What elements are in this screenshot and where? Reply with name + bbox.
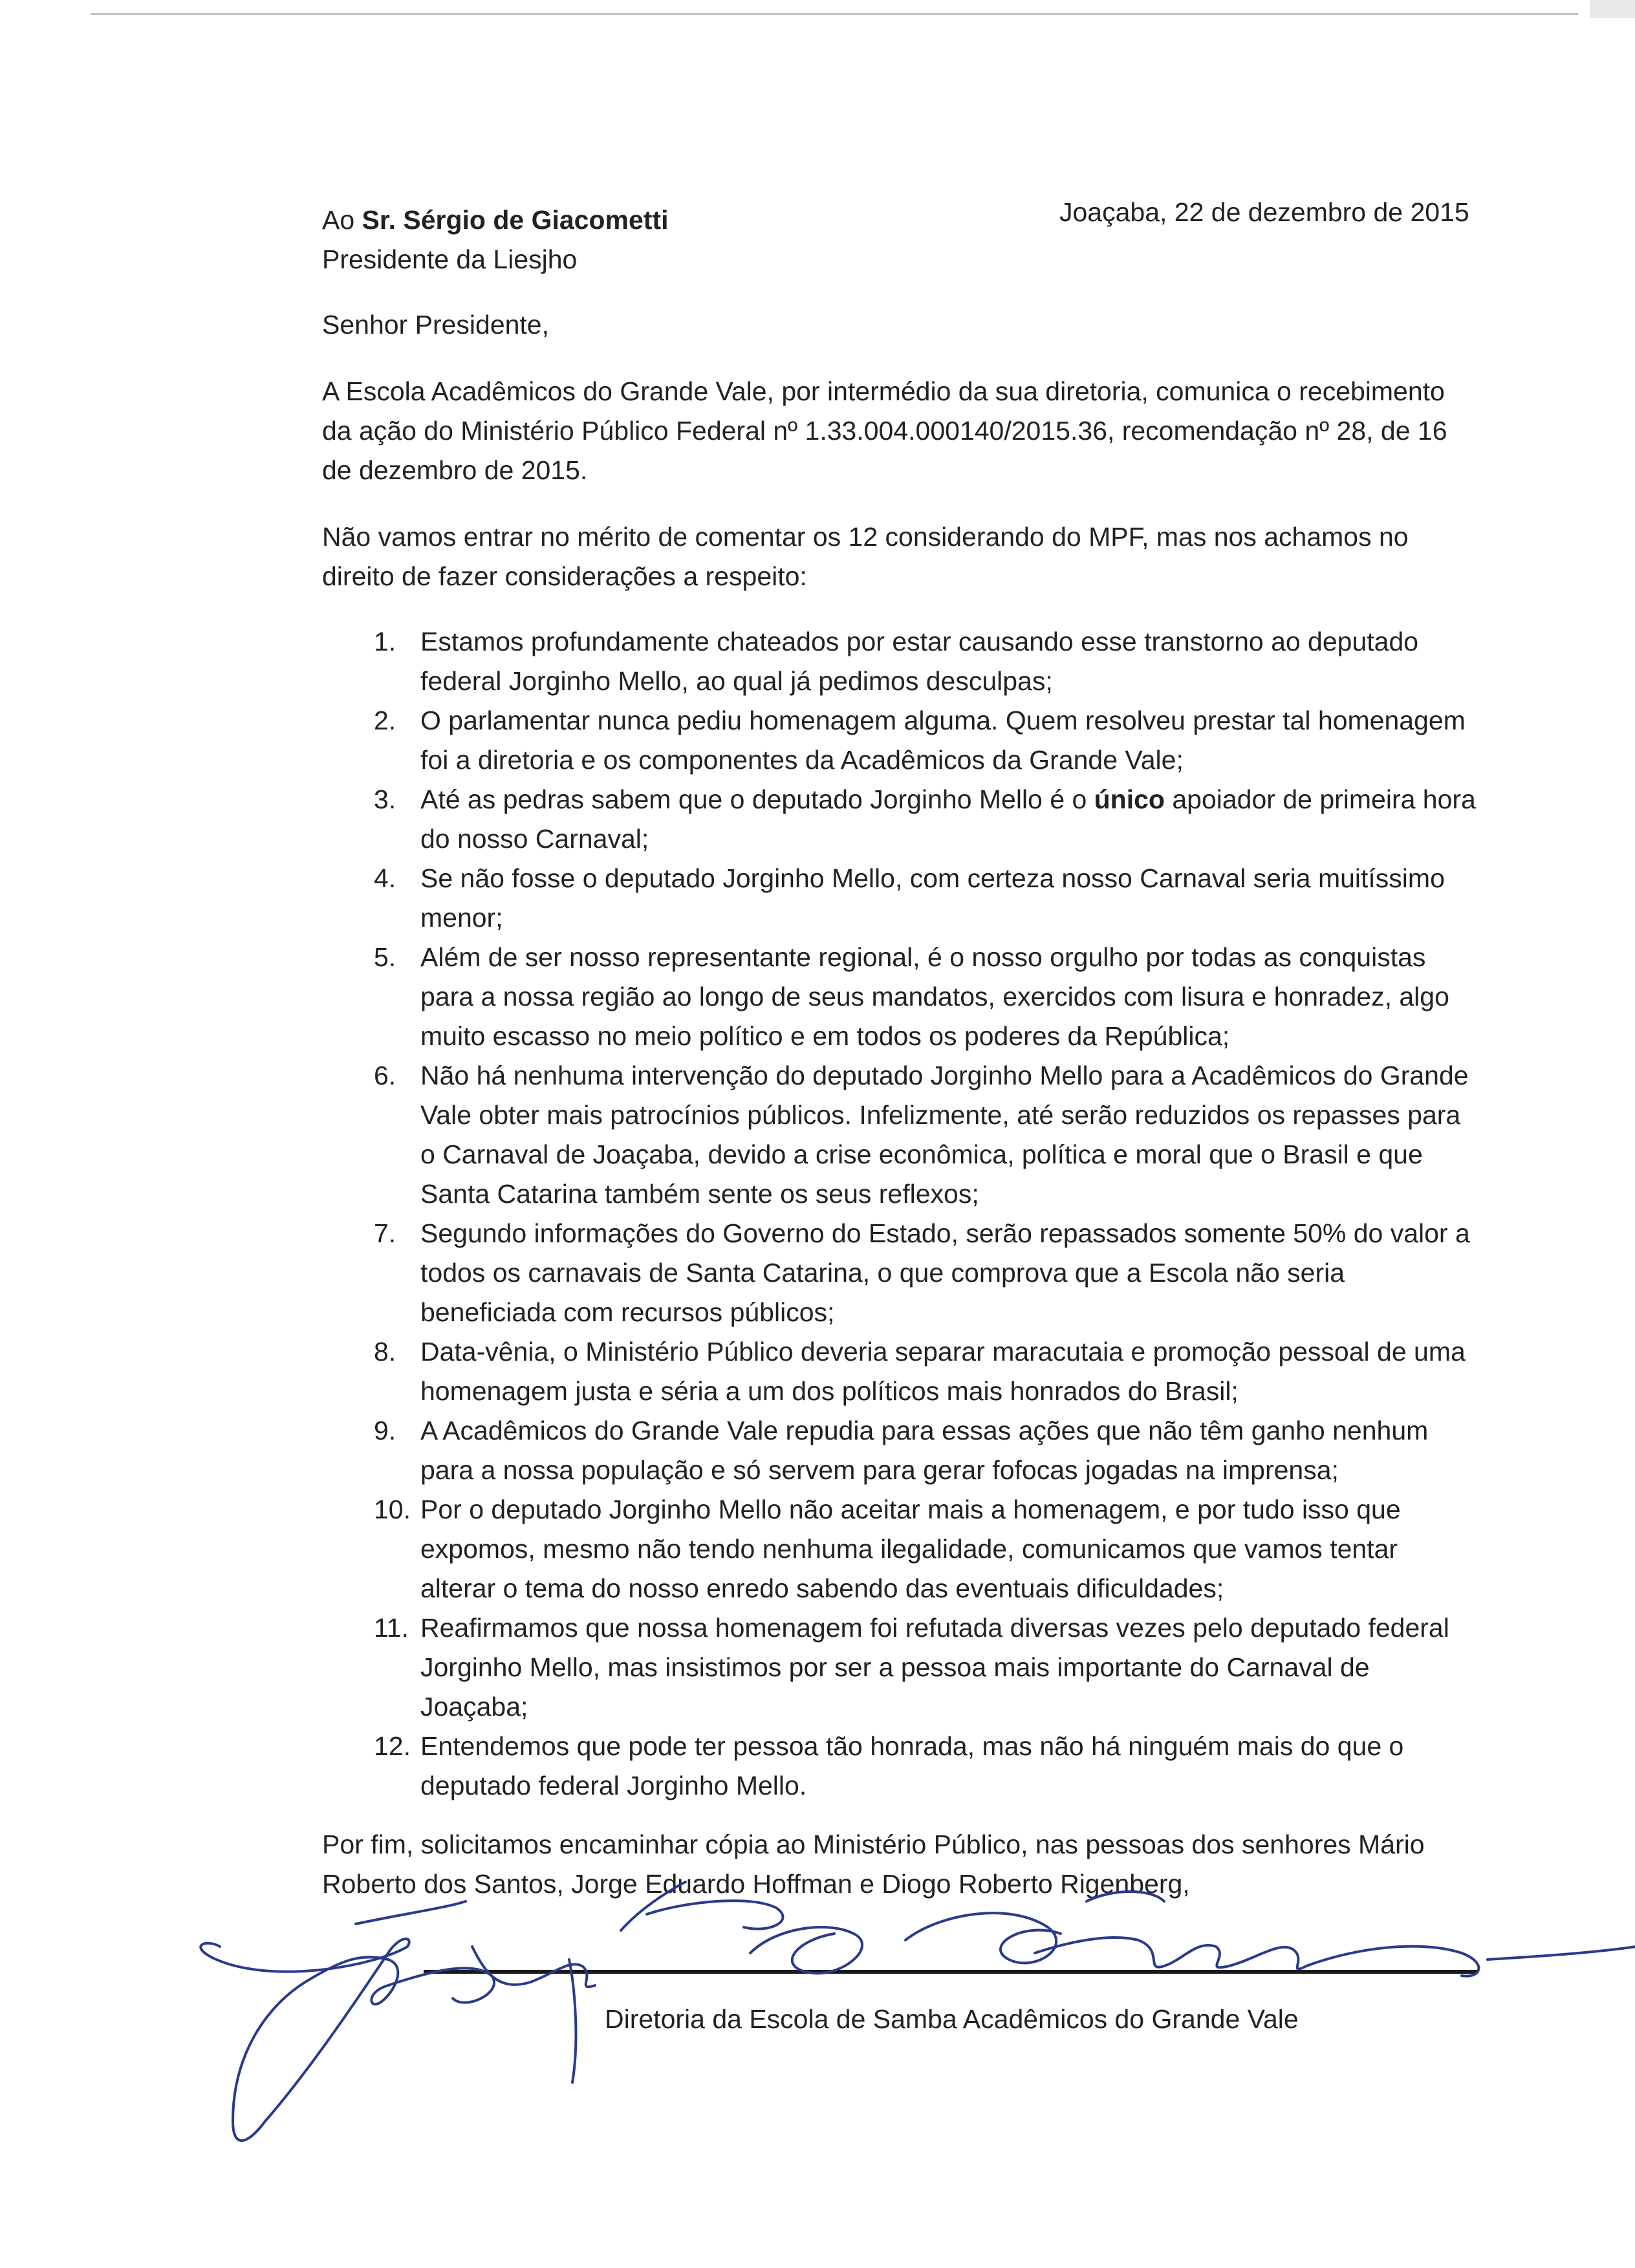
item-text: Entendemos que pode ter pessoa tão honrada, mas não há ninguém mais do que o deputado federal Jorginho Mello.: [420, 1731, 1404, 1800]
item-text: A Acadêmicos do Grande Vale repudia para essas ações que não têm ganho nenhum para a nossa população e só servem para gerar fofocas jogadas na imprensa;: [420, 1416, 1429, 1485]
item-number: 4.: [374, 863, 396, 893]
addressee-name: Sr. Sérgio de Giacometti: [362, 205, 669, 235]
list-item: [322, 1056, 1480, 1214]
considerations-paragraph: Não vamos entrar no mérito de comentar os 12 considerando do MPF, mas nos achamos no direito de fazer considerações a respeito:: [322, 522, 1409, 591]
letter-body: [322, 193, 1480, 1904]
item-number: 12.: [374, 1731, 411, 1761]
item-number: 11.: [374, 1613, 409, 1643]
list-item: [322, 701, 1480, 780]
item-number: 9.: [374, 1416, 396, 1445]
item-number: 1.: [374, 627, 396, 656]
item-text: O parlamentar nunca pediu homenagem alguma. Quem resolveu prestar tal homenagem foi a diretoria e os componentes da Acadêmicos da Grande Vale;: [420, 706, 1466, 775]
list-item: [322, 1214, 1480, 1332]
item-text: Data-vênia, o Ministério Público deveria separar maracutaia e promoção pessoal de uma homenagem justa e séria a um dos políticos mais honrados do Brasil;: [420, 1337, 1466, 1406]
item-text: Até as pedras sabem que o deputado Jorginho Mello é o: [420, 784, 1094, 814]
item-text: Se não fosse o deputado Jorginho Mello, com certeza nosso Carnaval seria muitíssimo menor;: [420, 863, 1445, 933]
item-number: 10.: [374, 1495, 411, 1524]
closing-paragraph: Por fim, solicitamos encaminhar cópia ao Ministério Público, nas pessoas dos senhores Mário Roberto dos Santos, Jorge Eduardo Hoffman e Diogo Roberto Rigenberg,: [322, 1830, 1425, 1899]
intro-paragraph: A Escola Acadêmicos do Grande Vale, por intermédio da sua diretoria, comunica o recebimento da ação do Ministério Público Federal nº 1.33.004.000140/2015.36, recomendação nº 28, de 16 de dezembro de 2015.: [322, 376, 1447, 485]
list-item: [322, 780, 1480, 859]
item-text: apoiador de primeira hora do nosso Carnaval;: [420, 784, 1476, 854]
salutation: Senhor Presidente,: [322, 310, 550, 340]
list-item: [322, 1411, 1480, 1490]
list-item: [322, 1608, 1480, 1727]
letter-date: Joaçaba, 22 de dezembro de 2015: [1059, 197, 1469, 227]
item-text: Além de ser nosso representante regional, é o nosso orgulho por todas as conquistas para a nossa região ao longo de seus mandatos, exercidos com lisura e honradez, algo muito escasso no meio político e em todos os poderes da República;: [420, 942, 1449, 1051]
letter-header: [322, 193, 1480, 272]
addressee-title: Presidente da Liesjho: [322, 244, 578, 274]
item-text: Reafirmamos que nossa homenagem foi refutada diversas vezes pelo deputado federal Jorginho Mello, mas insistimos por ser a pessoa mais importante do Carnaval de Joaçaba;: [420, 1613, 1449, 1722]
item-text: Não há nenhuma intervenção do deputado Jorginho Mello para a Acadêmicos do Grande Vale obter mais patrocínios públicos. Infelizmente, até serão reduzidos os repasses para o Carnaval de Joaçaba, devido a crise econômica, política e moral que o Brasil e que Santa Catarina também sente os seus reflexos;: [420, 1061, 1469, 1209]
addressee-block: [322, 200, 668, 279]
list-item: [322, 1727, 1480, 1806]
list-item: [322, 938, 1480, 1056]
item-text: Por o deputado Jorginho Mello não aceitar mais a homenagem, e por tudo isso que expomos, mesmo não tendo nenhuma ilegalidade, comunicamos que vamos tentar alterar o tema do nosso enredo sabendo das eventuais dificuldades;: [420, 1495, 1401, 1603]
item-text: Segundo informações do Governo do Estado, serão repassados somente 50% do valor a todos os carnavais de Santa Catarina, o que comprova que a Escola não seria beneficiada com recursos públicos;: [420, 1218, 1470, 1327]
item-number: 3.: [374, 784, 396, 814]
scan-corner-shadow: [1590, 0, 1635, 18]
item-number: 7.: [374, 1218, 396, 1248]
list-item: [322, 859, 1480, 938]
list-item: [322, 1332, 1480, 1411]
item-number: 5.: [374, 942, 396, 972]
addressee-line: [322, 200, 668, 240]
item-number: 6.: [374, 1061, 396, 1090]
list-item: [322, 1490, 1480, 1608]
scan-edge-line: [91, 13, 1578, 15]
list-item: [322, 622, 1480, 701]
considerations-list: [322, 622, 1480, 1806]
item-text: Estamos profundamente chateados por estar causando esse transtorno ao deputado federal Jorginho Mello, ao qual já pedimos desculpas;: [420, 627, 1419, 696]
item-number: 2.: [374, 706, 396, 735]
item-emphasis: único: [1094, 784, 1165, 814]
addressee-prefix: Ao: [322, 205, 362, 235]
signature-caption: Diretoria da Escola de Samba Acadêmicos do Grande Vale: [605, 2004, 1299, 2034]
item-number: 8.: [374, 1337, 396, 1366]
